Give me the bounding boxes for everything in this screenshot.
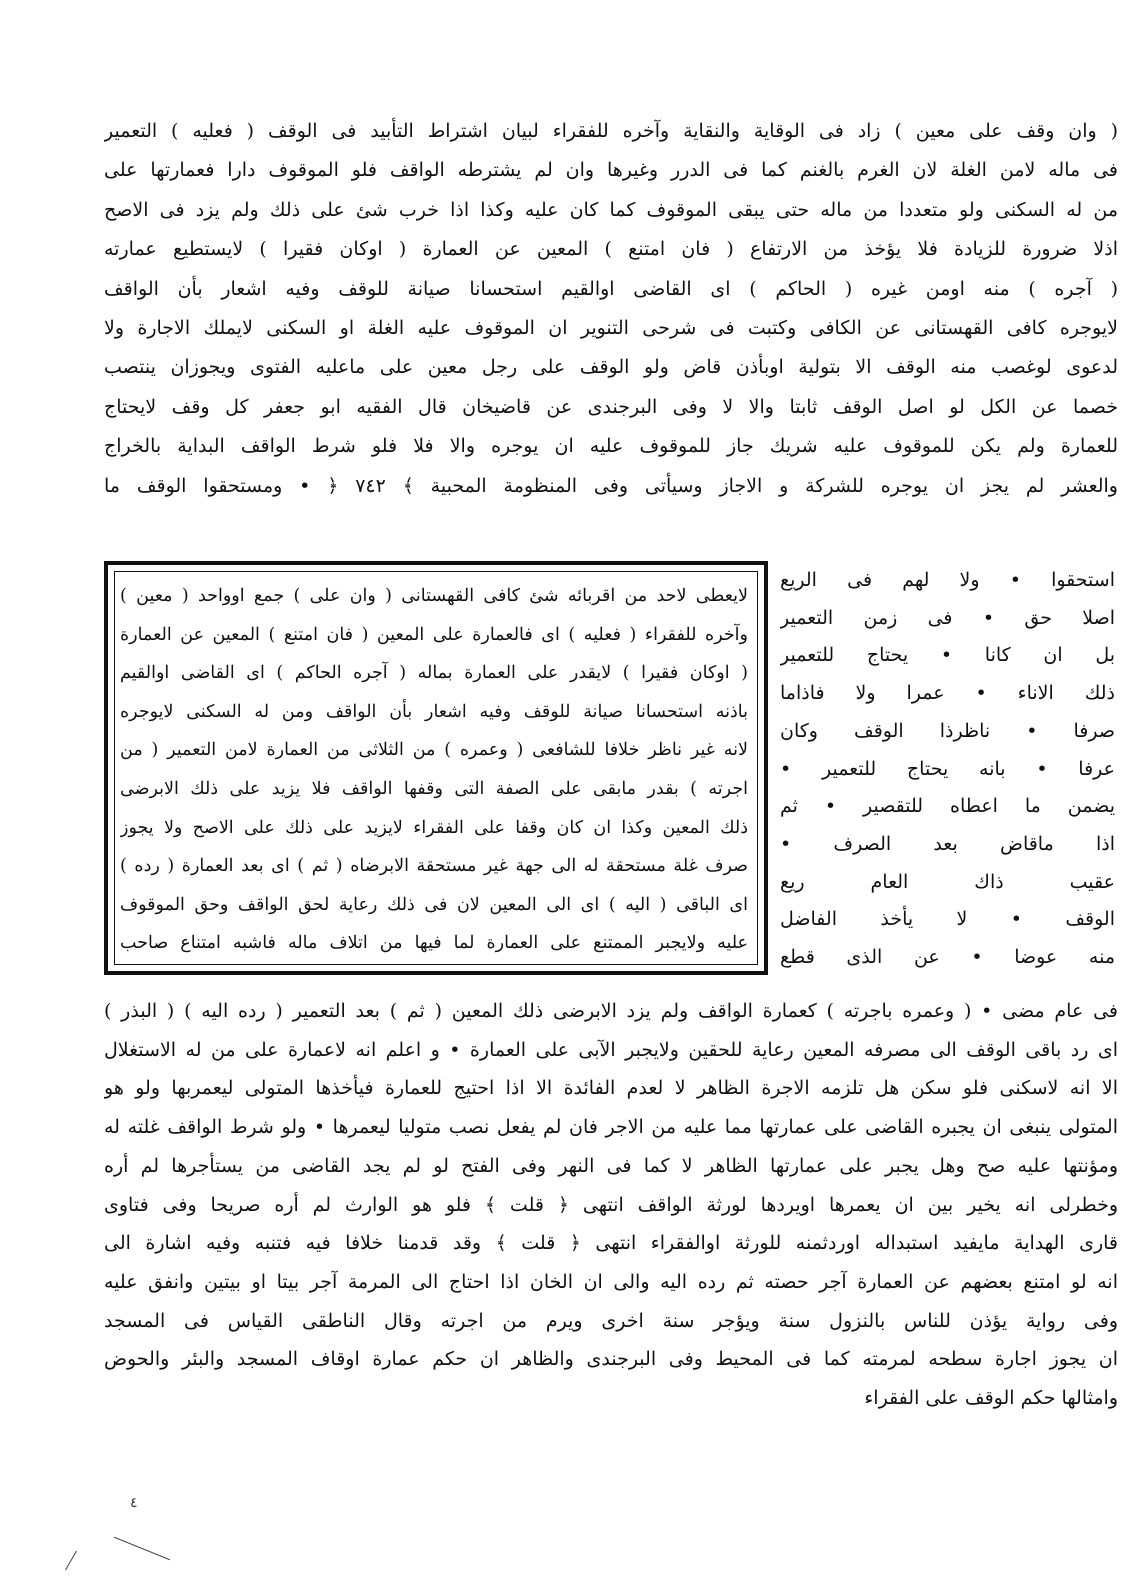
text-line: والعشر لم يجز ان يوجره للشركة و الاجاز وسيأتى وفى المنظومة المحبية ﴾ ٧٤٢ ﴿ • ومستحقوا الوقف ما (104, 474, 1118, 497)
commentary-line: ذلك المعين وكذا ان كان وقفا على الفقراء لايزيد على ذلك على الاصح ولا يجوز (120, 817, 748, 838)
scan-stroke (114, 1537, 170, 1560)
page-mark: ٤ (130, 1495, 138, 1511)
commentary-line: اى الباقى ( اليه ) اى الى المعين لان فى ذلك رعاية لحق الواقف وحق الموقوف (120, 894, 748, 915)
margin-poem-line: ذلك الاناء • عمرا ولا فاذاما (780, 682, 1115, 705)
text-line: من له السكنى ولو متعددا من ماله حتى يبقى الموقوف كما كان عليه وكذا اذا خرب شئ على ذلك ولم يزد فى الاصح (104, 198, 1118, 221)
text-line: وفى رواية يؤذن للناس بالنزول سنة ويؤجر سنة اخرى ويرم من اجرته وقال الناطقى القياس فى المسجد (104, 1309, 1118, 1332)
margin-poem-line: منه عوضا • عن الذى قطع (780, 946, 1115, 968)
margin-poem-line: استحقوا • ولا لهم فى الريع (780, 569, 1115, 591)
margin-poem-line: اذا ماقاض بعد الصرف • (780, 832, 1115, 855)
text-line: انه لو امتنع بعضهم عن العمارة آجر حصته ثم رده اليه والى ان الخان اذا احتاج الى المرمة آجر بيتا او بيتين وانفق عليه (104, 1270, 1118, 1293)
text-line: ان يجوز اجارة سطحه لمرمته كما فى المحيط وفى البرجندى والظاهر ان حكم عمارة اوقاف المسجد والبئر والحوض (104, 1348, 1118, 1371)
margin-poem-line: اصلا حق • فى زمن التعمير (780, 606, 1115, 629)
margin-poem-line: عقيب ذاك العام ريع (780, 870, 1115, 893)
commentary-line: وآخره للفقراء ( فعليه ) اى فالعمارة على المعين ( فان امتنع ) المعين عن العمارة (120, 624, 748, 645)
commentary-line: باذنه استحسانا صيانة للوقف وفيه اشعار بأن الواقف ومن له السكنى لايوجره (120, 701, 748, 722)
text-line: لدعوى لوغصب منه الوقف الا بتولية اوبأذن قاض ولو الوقف على رجل معين على ماعليه الفتوى ويجوزان ينتصب (104, 356, 1118, 379)
margin-poem-line: يضمن ما اعطاه للتقصير • ثم (780, 795, 1115, 818)
margin-poem-line: عرفا • بانه يحتاج للتعمير • (780, 757, 1115, 780)
text-line: لايوجره كافى القهستانى عن الكافى وكتبت فى شرحى التنوير ان الموقوف عليه الغلة او السكنى لايملك الاجارة ولا (104, 317, 1118, 339)
margin-poem-line: بل ان كانا • يحتاج للتعمير (780, 644, 1115, 667)
commentary-line: صرف غلة مستحقة له الى جهة غير مستحقة الابرضاه ( ثم ) اى بعد العمارة ( رده ) (120, 856, 748, 877)
text-line: اى رد باقى الوقف الى مصرفه المعين رعاية للحقين ولايجبر الآبى على العمارة • و اعلم انه لاعمارة على من له الاستغلال (104, 1038, 1118, 1061)
commentary-line: اجرته ) بقدر مابقى على الصفة التى وقفها الواقف فلا يزيد على ذلك الابرضى (120, 779, 748, 799)
text-line: وخطرلى انه يخير بين ان يعمرها اويردها لورثة الواقف انتهى ﴿ قلت ﴾ فلو هو الوارث لم أره صريحا وفى فتاوى (104, 1193, 1118, 1216)
commentary-line: لانه غير ناظر خلافا للشافعى ( وعمره ) من الثلاثى من العمارة لامن التعمير ( من (120, 740, 748, 761)
text-line: ومؤنتها عليه صح وهل يجبر على عمارتها الظاهر لا كما فى النهر وفى الفتح لو لم يجد القاضى من يستأجرها لم أره (104, 1154, 1118, 1177)
commentary-line: ( اوكان فقيرا ) لايقدر على العمارة بماله ( آجره الحاكم ) اى القاضى اوالقيم (120, 663, 748, 684)
text-line: الا انه لاسكنى فلو سكن هل تلزمه الاجرة الظاهر لا لعدم الفائدة الا اذا احتيج للعمارة فيأخذها المتولى ليعمربها ولو هو (104, 1077, 1118, 1100)
commentary-line: عليه ولايجبر الممتنع على العمارة لما فيها من اتلاف ماله فاشبه امتناع صاحب (120, 933, 748, 954)
commentary-line: لايعطى لاحد من اقربائه شئ كافى القهستانى ( وان على ) جمع اوواحد ( معين ) (120, 586, 748, 606)
text-line: وامثالها حكم الوقف على الفقراء (864, 1387, 1118, 1409)
text-line: المتولى ينبغى ان يجبره القاضى على عمارتها مما عليه من الاجر فان لم يفعل نصب متوليا ليعمرها • ولو شرط الواقف غلته له (104, 1116, 1118, 1139)
margin-poem-line: صرفا • ناظرذا الوقف وكان (780, 719, 1115, 742)
margin-poem-line: الوقف • لا يأخذ الفاضل (780, 908, 1115, 931)
text-line: للعمارة ولم يكن للموقوف عليه شريك جاز للموقوف عليه ان يوجره والا فلا فلو شرط الواقف البداية بالخراج (104, 435, 1118, 458)
scan-stroke (65, 1551, 77, 1571)
text-line: فى عام مضى • ( وعمره باجرته ) كعمارة الواقف ولم يزد الابرضى ذلك المعين ( ثم ) بعد التعمير ( رده اليه ) ( البذر ) (104, 1000, 1118, 1022)
text-line: ( آجره ) منه اومن غيره ( الحاكم ) اى القاضى اوالقيم استحسانا صيانة للوقف وفيه اشعار بأن الواقف (104, 277, 1118, 300)
text-line: اذلا ضرورة للزيادة فلا يؤخذ من الارتفاع ( فان امتنع ) المعين عن العمارة ( اوكان فقيرا ) لايستطيع عمارته (104, 238, 1118, 261)
text-line: قارى الهداية مايفيد استبداله اوردثمنه للورثة اوالفقراء انتهى ﴿ قلت ﴾ وقد قدمنا خلافا فيه فتنبه وفيه اشارة الى (104, 1232, 1118, 1255)
text-line: ( وان وقف على معين ) زاد فى الوقاية والنقاية وآخره للفقراء لبيان اشتراط التأبيد فى الوقف ( فعليه ) التعمير (104, 120, 1118, 142)
text-line: فى ماله لامن الغلة لان الغرم بالغنم كما فى الدرر وغيرها وان لم يشترطه الواقف فلو الموقوف دارا فعمارتها على (104, 159, 1118, 182)
text-line: خصما عن الكل لو اصل الوقف ثابتا والا لا وفى البرجندى عن قاضيخان قال الفقيه ابو جعفر كل وقف لايحتاج (104, 395, 1118, 418)
commentary-box (104, 561, 768, 975)
